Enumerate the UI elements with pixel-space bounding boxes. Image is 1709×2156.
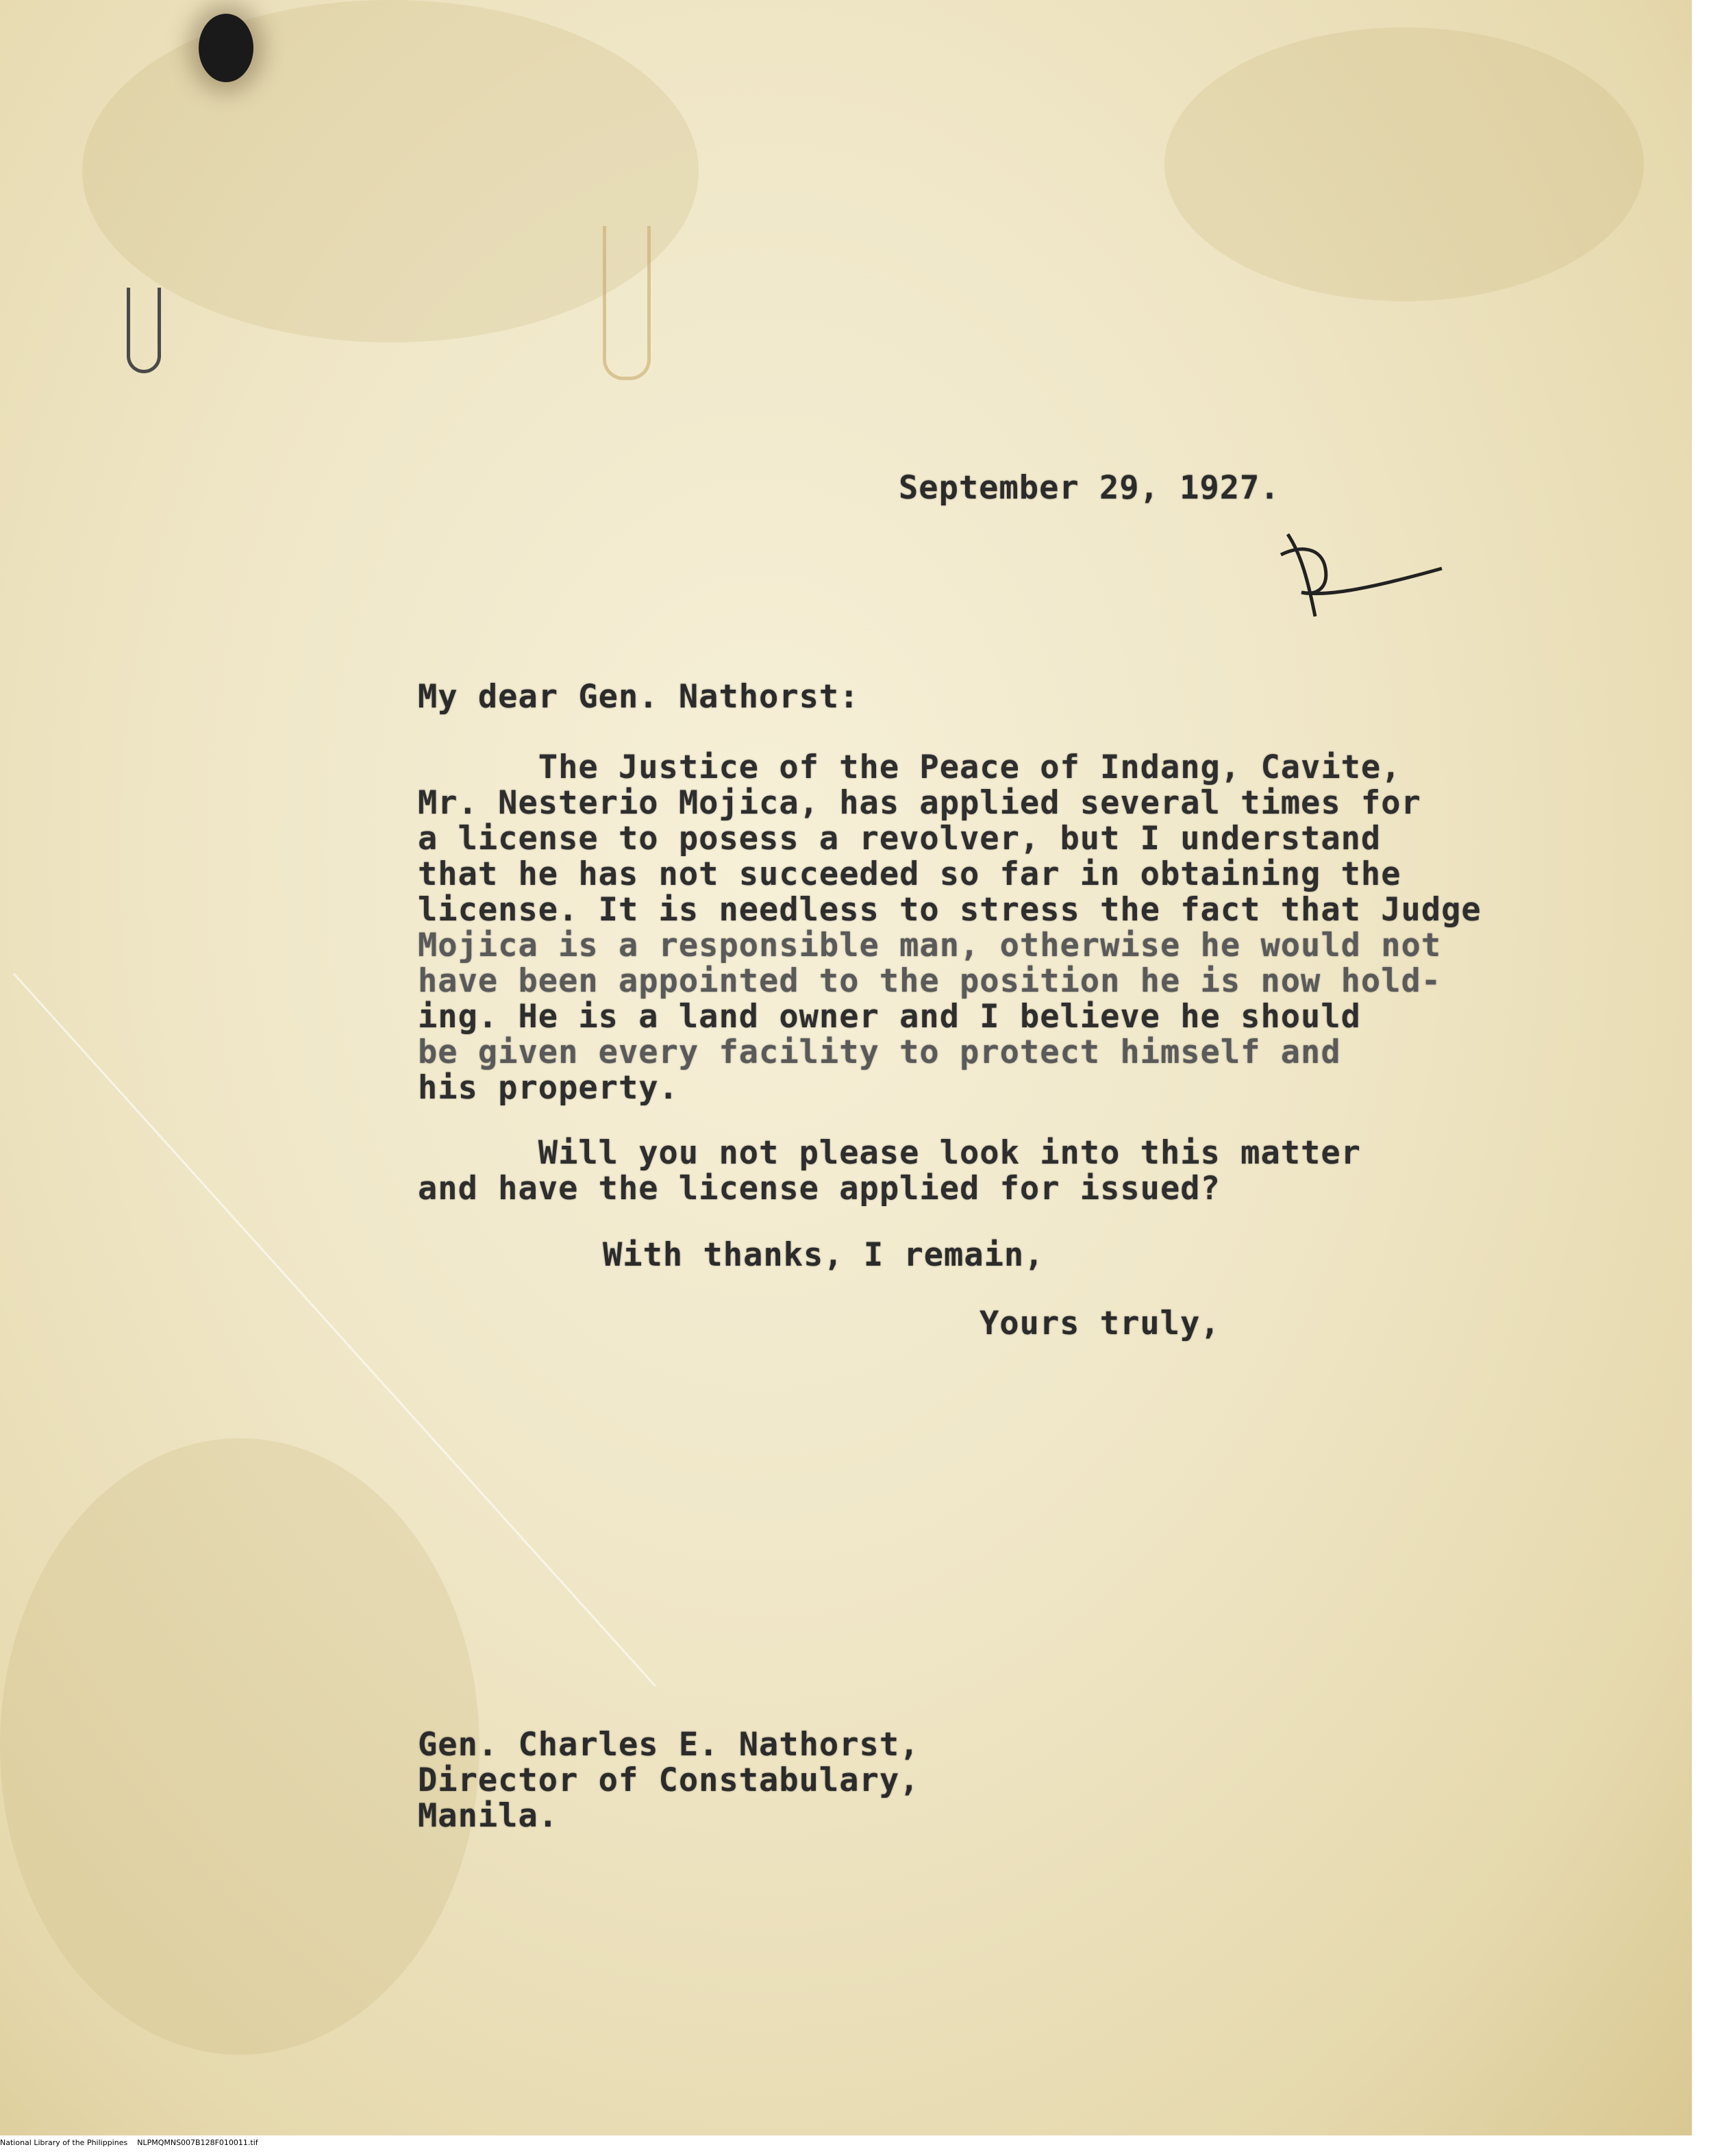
recipient-city: Manila. (418, 1797, 559, 1835)
footer-institution: National Library of the Philippines (0, 2138, 128, 2147)
paragraph-line: a license to posess a revolver, but I understand (418, 820, 1382, 857)
paper-stain (1164, 27, 1644, 301)
handwritten-mark (1274, 527, 1452, 637)
paragraph-line: that he has not succeeded so far in obtaining the (418, 855, 1401, 893)
closing-line: With thanks, I remain, (603, 1236, 1045, 1274)
paperclip-mark (127, 288, 161, 373)
recipient-name: Gen. Charles E. Nathorst, (418, 1726, 920, 1764)
paragraph-line: license. It is needless to stress the fact that Judge (418, 891, 1482, 929)
signoff: Yours truly, (980, 1305, 1221, 1342)
letter-date: September 29, 1927. (899, 469, 1280, 507)
paragraph-line: be given every facility to protect himself and (418, 1033, 1341, 1071)
salutation: My dear Gen. Nathorst: (418, 678, 860, 716)
paragraph-line: and have the license applied for issued? (418, 1170, 1221, 1207)
recipient-title: Director of Constabulary, (418, 1762, 920, 1799)
paragraph-line: Will you not please look into this matter (418, 1134, 1361, 1172)
paragraph-line: The Justice of the Peace of Indang, Cavite, (418, 749, 1401, 786)
paragraph-line: ing. He is a land owner and I believe he should (418, 998, 1361, 1036)
footer-filename: NLPMQMNS007B128F010011.tif (137, 2138, 258, 2147)
paragraph-line: his property. (418, 1069, 679, 1107)
punch-hole (199, 14, 253, 82)
paperclip-mark (603, 226, 651, 380)
paragraph-line: Mojica is a responsible man, otherwise he would not (418, 927, 1442, 964)
paper-stain (0, 1438, 479, 2055)
paragraph-line: Mr. Nesterio Mojica, has applied several times for (418, 784, 1421, 822)
archive-footer (0, 2138, 258, 2147)
paragraph-line: have been appointed to the position he is now hold- (418, 962, 1442, 1000)
